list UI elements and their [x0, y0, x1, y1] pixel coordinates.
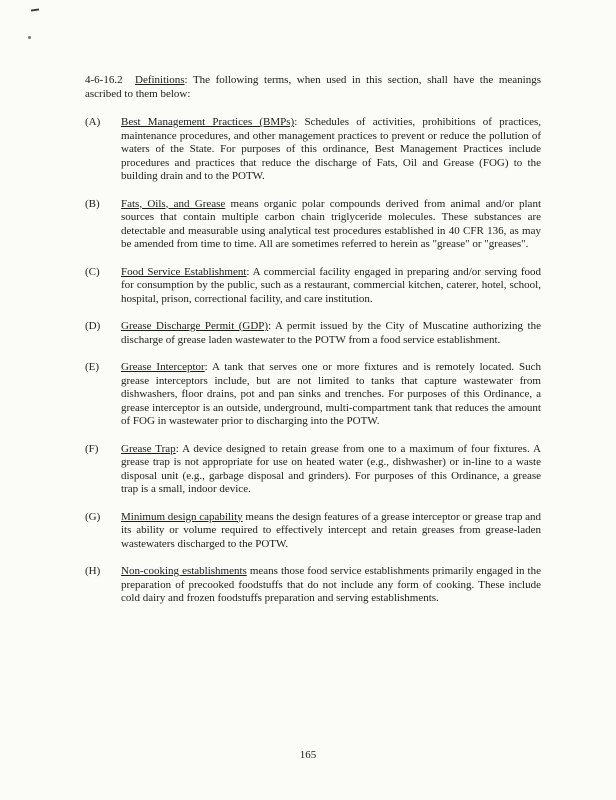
- defined-term: Fats, Oils, and Grease: [121, 197, 226, 210]
- definition-item-a: [85, 116, 541, 184]
- scan-artifact-dash: [31, 8, 39, 11]
- defined-term: Grease Trap: [121, 442, 176, 455]
- definition-item-d: [85, 320, 541, 347]
- section-heading: [85, 74, 541, 101]
- document-page: [85, 74, 541, 606]
- item-label: (F): [85, 442, 99, 455]
- definition-body: : Schedules of activities, prohibitions of practices, maintenance procedures, and other management practices to prevent or reduce the pollution of waters of the State. For purposes of this ordinance, Best Management Practices include procedures and practices that reduce the discharge of Fats, Oil and Grease (FOG) to the building drain and to the POTW.: [121, 116, 541, 182]
- definition-item-c: [85, 266, 541, 307]
- definition-item-g: [85, 511, 541, 552]
- item-label: (D): [85, 320, 101, 332]
- page-number: 165: [299, 749, 317, 761]
- definition-item-b: [85, 198, 541, 252]
- section-heading-text: : The following terms, when used in this section, shall have the meanings ascribed to them below:: [85, 74, 541, 100]
- item-label: (E): [85, 361, 100, 373]
- scan-artifact-dot: [28, 36, 31, 39]
- item-text: [121, 443, 541, 497]
- item-text: [121, 266, 541, 307]
- item-text: [121, 511, 541, 552]
- item-text: [121, 320, 541, 347]
- definition-body: : A device designed to retain grease from one to a maximum of four fixtures. A grease trap is not appropriate for use on heated water (e.g., dishwasher) or in-line to a waste disposal unit (e.g., garbage disposal and grinders). For purposes of this Ordinance, a grease trap is a small, indoor device.: [121, 442, 541, 495]
- defined-term: Non-cooking establishments: [121, 565, 247, 577]
- section-number: 4-6-16.2: [85, 74, 123, 86]
- definition-item-e: [85, 361, 541, 429]
- item-text: [121, 116, 541, 184]
- item-label: (H): [85, 565, 101, 577]
- defined-term: Grease Interceptor: [121, 361, 205, 373]
- item-label: (B): [85, 197, 100, 210]
- definition-body: : A tank that serves one or more fixtures and is remotely located. Such grease interceptors include, but are not limited to tanks that capture wastewater from dishwashers, floor drains, pot and pan sinks and trenches. For purposes of this Ordinance, a grease interceptor is an outside, underground, multi-compartment tank that reduces the amount of FOG in wastewater prior to discharging into the POTW.: [121, 361, 541, 427]
- section-term: Definitions: [135, 74, 185, 86]
- defined-term: Minimum design capability: [121, 510, 243, 523]
- defined-term: Food Service Establishment: [121, 265, 247, 278]
- definition-item-h: [85, 565, 541, 606]
- defined-term: Best Management Practices (BMPs): [121, 116, 295, 128]
- definition-item-f: [85, 443, 541, 497]
- item-label: (C): [85, 265, 100, 278]
- item-label: (A): [85, 116, 101, 128]
- item-label: (G): [85, 510, 101, 523]
- definition-body: : A commercial facility engaged in preparing and/or serving food for consumption by the public, such as a restaurant, commercial kitchen, caterer, hotel, school, hospital, prison, correctional facility, and care institution.: [121, 265, 541, 305]
- item-text: [121, 361, 541, 429]
- definition-body: means organic polar compounds derived from animal and/or plant sources that contain multiple carbon chain triglyceride molecules. These substances are detectable and measurable using analytical test procedures established in 40 CFR 136, as may be amended from time to time. All are sometimes referred to herein as "grease" or "greases".: [121, 197, 541, 250]
- definitions-list: [85, 116, 541, 606]
- item-text: [121, 565, 541, 606]
- definition-body: means those food service establishments primarily engaged in the preparation of precooked foodstuffs that do not include any form of cooking. These include cold dairy and frozen foodstuffs preparation and serving establishments.: [121, 565, 541, 604]
- definition-body: : A permit issued by the City of Muscatine authorizing the discharge of grease laden wastewater to the POTW from a food service establishment.: [121, 320, 541, 346]
- defined-term: Grease Discharge Permit (GDP): [121, 320, 269, 332]
- item-text: [121, 198, 541, 252]
- definition-body: means the design features of a grease interceptor or grease trap and its ability or volume required to effectively intercept and retain greases from grease-laden wastewaters discharged to the POTW.: [121, 510, 541, 550]
